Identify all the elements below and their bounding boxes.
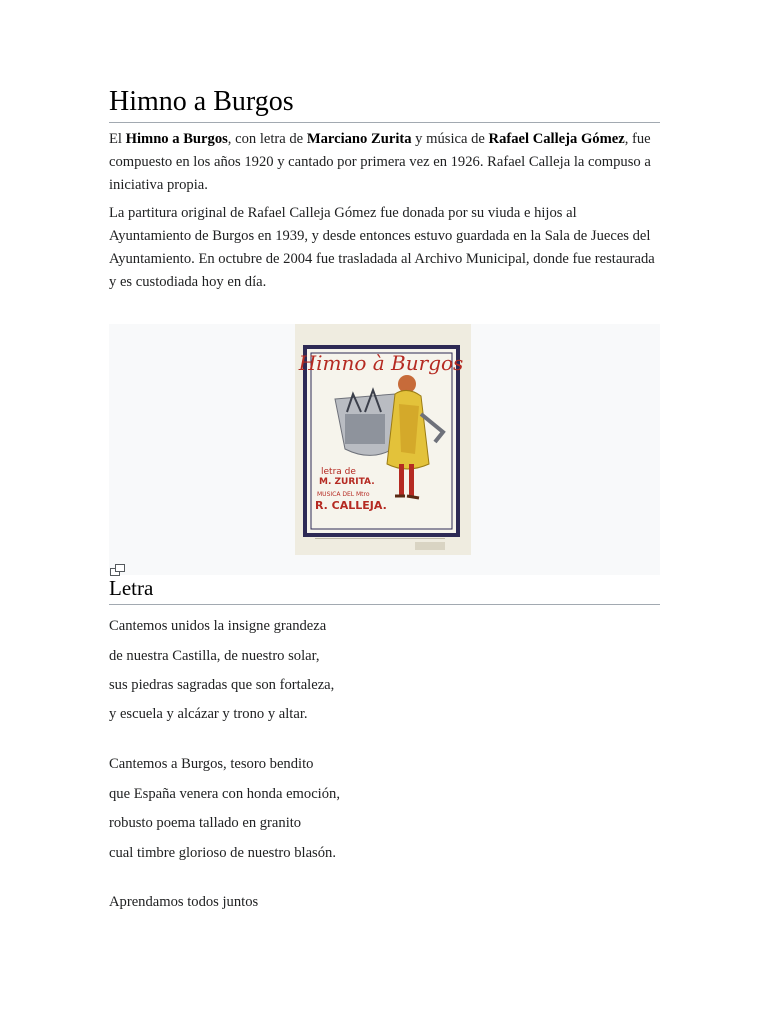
lyric-line: Aprendamos todos juntos [109, 894, 259, 910]
poster-image[interactable] [295, 324, 471, 555]
poster-credit-2: M. ZURITA. [319, 477, 375, 487]
poster-figure [109, 324, 660, 575]
lyric-line: que España venera con honda emoción, [109, 786, 340, 802]
intro-text-3: y música de [411, 131, 489, 147]
intro-text-4: , fue compuesto en los años 1920 y cantado por primera vez en 1926. Rafael Calleja la compuso a iniciativa propia. [109, 131, 651, 193]
page-title: Himno a Burgos [109, 84, 660, 123]
poster-illustration [295, 324, 471, 555]
lyric-line: Cantemos unidos la insigne grandeza [109, 618, 327, 634]
intro-paragraph [109, 128, 660, 197]
lyric-line: y escuela y alcázar y trono y altar. [109, 706, 308, 722]
lyric-line: sus piedras sagradas que son fortaleza, [109, 677, 335, 693]
composer-link[interactable]: Rafael Calleja Gómez [488, 131, 625, 147]
history-paragraph: La partitura original de Rafael Calleja Gómez fue donada por su viuda e hijos al Ayuntamiento de Burgos en 1939, y desde entonces estuvo guardada en la Sala de Jueces del Ayuntamiento. En octubre de 2004 fue trasladada al Archivo Municipal, donde fue restaurada y es custodiada hoy en día. [109, 205, 655, 290]
poster-title: Himno à Burgos [298, 351, 464, 375]
poster-credit-4: R. CALLEJA. [315, 499, 387, 512]
section-heading-letra: Letra [109, 574, 660, 605]
lyric-line: cual timbre glorioso de nuestro blasón. [109, 845, 336, 861]
lyric-line: Cantemos a Burgos, tesoro bendito [109, 756, 314, 772]
intro-bold-title: Himno a Burgos [125, 131, 228, 147]
intro-text-2: , con letra de [227, 131, 307, 147]
poster-credit-3: MUSICA DEL Mtro [317, 491, 370, 498]
lyricist-link[interactable]: Marciano Zurita [306, 131, 412, 147]
lyric-line: de nuestra Castilla, de nuestro solar, [109, 648, 320, 664]
intro-text-1: El [109, 131, 126, 147]
poster-credit-1: letra de [321, 467, 356, 477]
lyric-line: robusto poema tallado en granito [109, 815, 302, 831]
